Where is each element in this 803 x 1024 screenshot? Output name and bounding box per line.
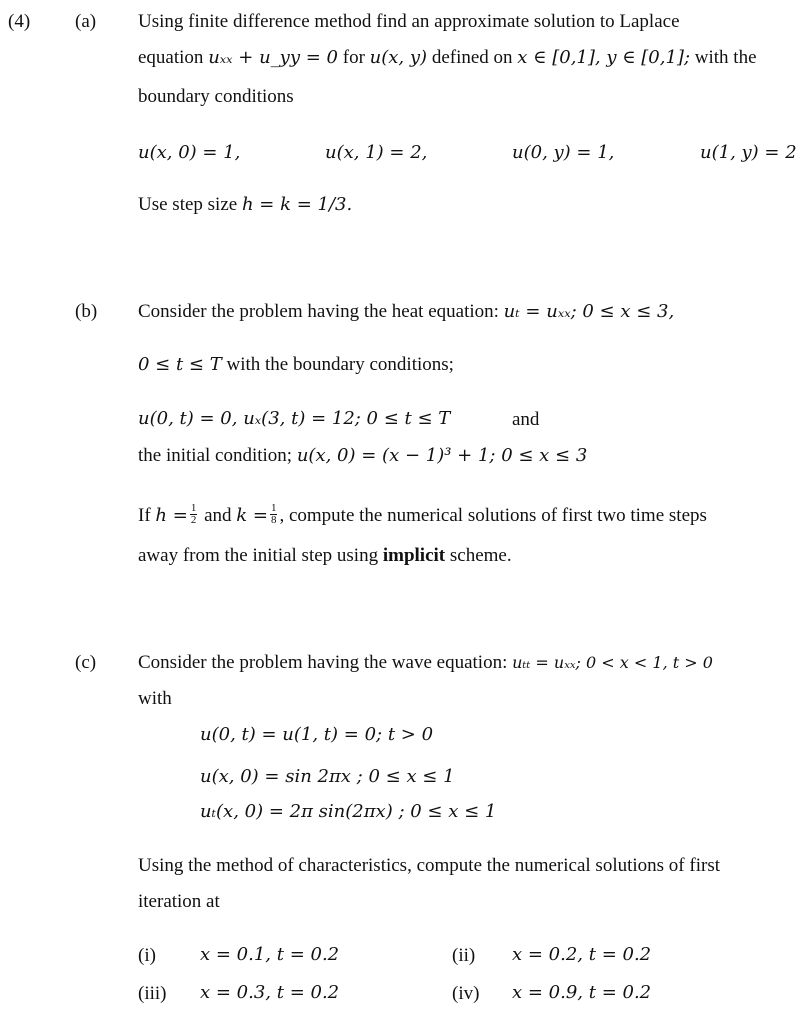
wave-equation: uₜₜ = uₓₓ; 0 < x < 1, t > 0: [512, 653, 713, 672]
boundary-condition-3: u(0, y) = 1,: [512, 142, 615, 163]
initial-condition: u(x, 0) = (x − 1)³ + 1; 0 ≤ x ≤ 3: [296, 445, 588, 466]
wave-initial-velocity: uₜ(x, 0) = 2π sin(2πx) ; 0 ≤ x ≤ 1: [200, 801, 497, 822]
part-a-label: (a): [75, 11, 97, 32]
and-label: and: [204, 504, 232, 526]
boundary-condition-2: u(x, 1) = 2,: [325, 142, 428, 163]
heat-equation-intro: Consider the problem having the heat equation:: [138, 301, 499, 322]
h-fraction: $\frac{1}{2}$: [190, 502, 197, 526]
scheme-word: scheme.: [449, 545, 512, 566]
initial-condition-label: the initial condition;: [138, 445, 293, 466]
time-range: 0 ≤ t ≤ T: [138, 354, 222, 375]
item-ii-label: (ii): [452, 945, 476, 966]
item-i-label: (i): [138, 945, 156, 966]
step-size-label: Use step size: [138, 194, 238, 215]
wave-boundary-condition: u(0, t) = u(1, t) = 0; t > 0: [200, 724, 434, 745]
question-number: (4): [8, 11, 31, 32]
part-a-line-3: boundary conditions: [138, 86, 294, 107]
wave-equation-intro: Consider the problem having the wave equation:: [138, 652, 508, 673]
part-c-line-1: [138, 653, 713, 672]
function-u-xy: u(x, y): [369, 47, 428, 68]
item-iv-point: x = 0.9, t = 0.2: [512, 982, 652, 1003]
part-a-equation-label: equation: [138, 47, 204, 68]
part-c-line-3: Using the method of characteristics, compute the numerical solutions of first: [138, 855, 720, 876]
item-iii-label: (iii): [138, 983, 167, 1004]
scheme-intro: away from the initial step using: [138, 545, 379, 566]
item-iv-label: (iv): [452, 983, 480, 1004]
domain-expression: x ∈ [0,1], y ∈ [0,1];: [517, 47, 691, 68]
item-iii-point: x = 0.3, t = 0.2: [200, 982, 340, 1003]
compute-instruction: , compute the numerical solutions of first two time steps: [279, 504, 707, 526]
heat-boundary-conditions: u(0, t) = 0, uₓ(3, t) = 12; 0 ≤ t ≤ T: [138, 408, 451, 429]
item-i-point: x = 0.1, t = 0.2: [200, 944, 340, 965]
part-a-line-2: [138, 48, 757, 67]
boundary-intro: with the boundary conditions;: [226, 354, 454, 375]
part-b-label: (b): [75, 301, 98, 322]
implicit-keyword: implicit: [382, 545, 446, 566]
step-size-equation: h = k = 1/3.: [241, 194, 353, 215]
part-c-line-4: iteration at: [138, 891, 220, 912]
boundary-condition-4: u(1, y) = 2: [700, 142, 797, 163]
part-b-and: and: [512, 409, 540, 430]
step-size-line: [138, 195, 352, 214]
heat-equation: uₜ = uₓₓ; 0 ≤ x ≤ 3,: [503, 301, 675, 322]
wave-initial-displacement: u(x, 0) = sin 2πx ; 0 ≤ x ≤ 1: [200, 766, 455, 787]
item-ii-point: x = 0.2, t = 0.2: [512, 944, 652, 965]
boundary-condition-1: u(x, 0) = 1,: [138, 142, 241, 163]
part-b-line-5: [138, 502, 707, 528]
laplace-equation: uₓₓ + u_yy = 0: [208, 47, 338, 68]
part-b-line-2: [138, 355, 454, 374]
part-b-line-6: [138, 546, 512, 565]
if-label: If: [138, 504, 151, 526]
part-c-label: (c): [75, 652, 97, 673]
part-a-with-the: with the: [694, 47, 757, 68]
k-symbol: k =: [236, 504, 268, 526]
part-a-line-1: Using finite difference method find an approximate solution to Laplace: [138, 11, 680, 32]
part-a-defined-on: defined on: [431, 47, 513, 68]
part-c-with: with: [138, 688, 172, 709]
h-symbol: h =: [155, 504, 188, 526]
part-b-line-4: [138, 446, 587, 465]
part-a-for: for: [342, 47, 365, 68]
k-fraction: $\frac{1}{8}$: [270, 502, 277, 526]
part-b-line-1: [138, 302, 674, 321]
